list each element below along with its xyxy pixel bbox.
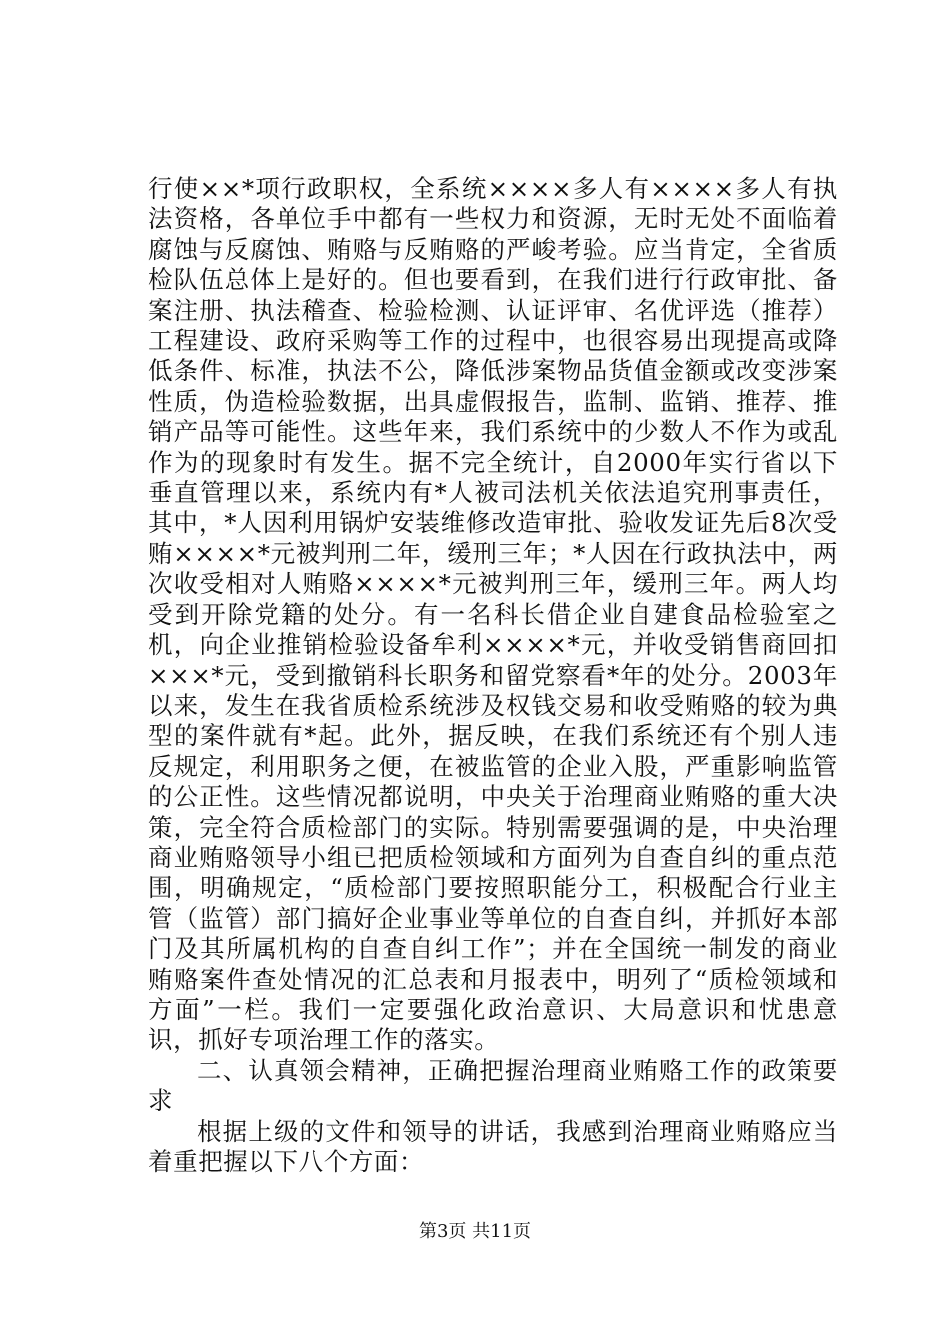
- page-footer: 第3页 共11页: [418, 1221, 532, 1242]
- document-body: [148, 174, 838, 1177]
- body-paragraph: 行使××*项行政职权，全系统××××多人有××××多人有执法资格，各单位手中都有一些权力和资源，无时无处不面临着腐蚀与反腐蚀、贿赂与反贿赂的严峻考验。应当肯定，全省质检队伍总体上是好的。但也要看到，在我们进行行政审批、备案注册、执法稽查、检验检测、认证评审、名优评选（推荐）工程建设、政府采购等工作的过程中，也很容易出现提高或降低条件、标准，执法不公，降低涉案物品货值金额或改变涉案性质，伪造检验数据，出具虚假报告，监制、监销、推荐、推销产品等可能性。这些年来，我们系统中的少数人不作为或乱作为的现象时有发生。据不完全统计，自2000年实行省以下垂直管理以来，系统内有*人被司法机关依法追究刑事责任，其中，*人因利用锅炉安装维修改造审批、验收发证先后8次受贿××××*元被判刑二年，缓刑三年；*人因在行政执法中，两次收受相对人贿赂××××*元被判刑三年，缓刑三年。两人均受到开除党籍的处分。有一名科长借企业自建食品检验室之机，向企业推销检验设备牟利××××*元，并收受销售商回扣×××*元，受到撤销科长职务和留党察看*年的处分。2003年以来，发生在我省质检系统涉及权钱交易和收受贿赂的较为典型的案件就有*起。此外，据反映，在我们系统还有个别人违反规定，利用职务之便，在被监管的企业入股，严重影响监管的公正性。这些情况都说明，中央关于治理商业贿赂的重大决策，完全符合质检部门的实际。特别需要强调的是，中央治理商业贿赂领导小组已把质检领域和方面列为自查自纠的重点范围，明确规定，“质检部门要按照职能分工，积极配合行业主管（监管）部门搞好企业事业等单位的自查自纠，并抓好本部门及其所属机构的自查自纠工作”；并在全国统一制发的商业贿赂案件查处情况的汇总表和月报表中，明列了“质检领域和方面”一栏。我们一定要强化政治意识、大局意识和忧患意识，抓好专项治理工作的落实。: [148, 174, 838, 1055]
- section-heading: 二、认真领会精神，正确把握治理商业贿赂工作的政策要求: [148, 1055, 838, 1116]
- body-paragraph: 根据上级的文件和领导的讲话，我感到治理商业贿赂应当着重把握以下八个方面：: [148, 1116, 838, 1176]
